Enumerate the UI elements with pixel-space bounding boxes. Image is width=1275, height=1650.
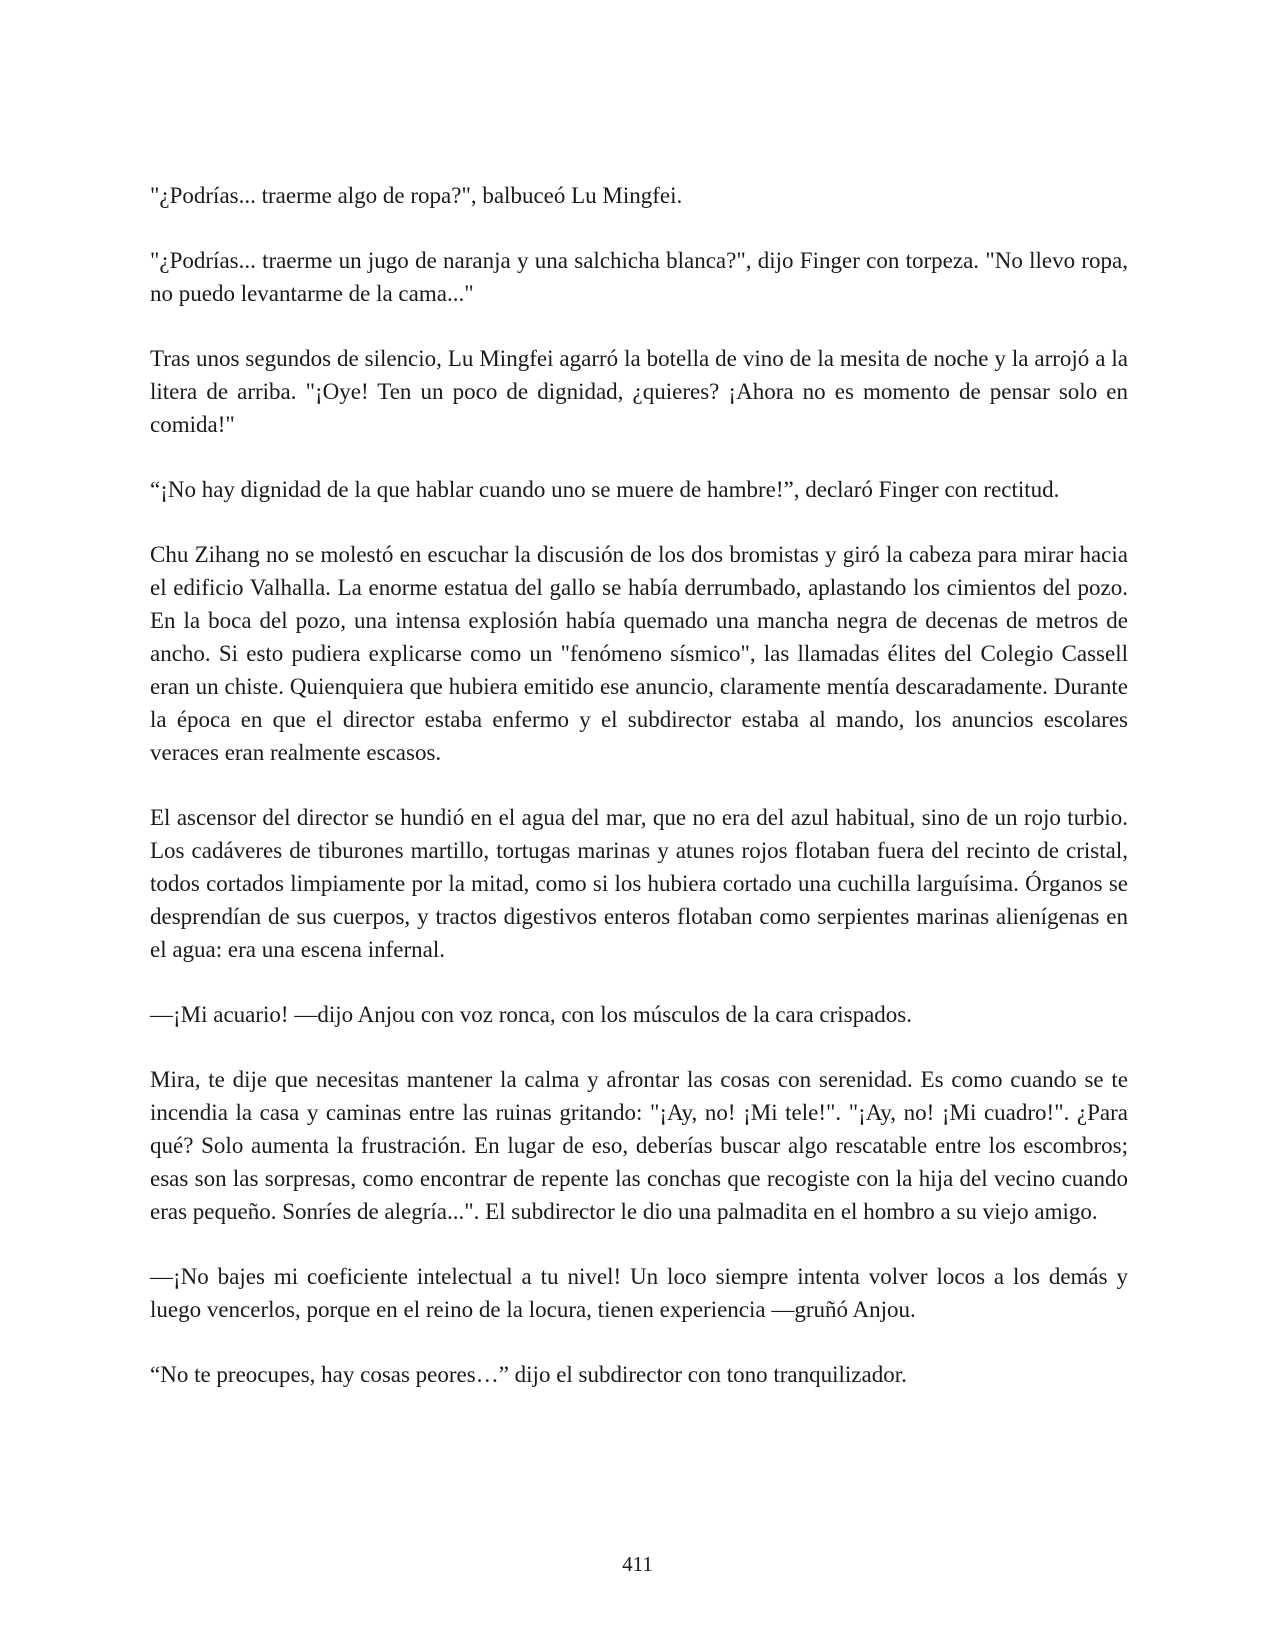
paragraph-1: "¿Podrías... traerme algo de ropa?", balbuceó Lu Mingfei. [150, 183, 683, 208]
paragraph-8: Mira, te dije que necesitas mantener la calma y afrontar las cosas con serenidad. Es como cuando se te incendia la casa y caminas entre las ruinas gritando: "¡Ay, no! ¡Mi tele!". "¡Ay, no! ¡Mi cuadro!". ¿Para qué? Solo aumenta la frustración. En lugar de eso, deberías buscar algo rescatable entre los escombros; esas son las sorpresas, como encontrar de repente las conchas que recogiste con la hija del vecino cuando eras pequeño. Sonríes de alegría...". El subdirector le dio una palmadita en el hombro a su viejo amigo. [150, 1067, 1128, 1224]
paragraph-4: “¡No hay dignidad de la que hablar cuando uno se muere de hambre!”, declaró Finger con rectitud. [150, 477, 1060, 502]
paragraph-3: Tras unos segundos de silencio, Lu Mingfei agarró la botella de vino de la mesita de noche y la arrojó a la litera de arriba. "¡Oye! Ten un poco de dignidad, ¿quieres? ¡Ahora no es momento de pensar solo en comida!" [150, 346, 1128, 437]
paragraph-10: “No te preocupes, hay cosas peores…” dijo el subdirector con tono tranquilizador. [150, 1362, 907, 1387]
paragraph-9: —¡No bajes mi coeficiente intelectual a tu nivel! Un loco siempre intenta volver locos a los demás y luego vencerlos, porque en el reino de la locura, tienen experiencia —gruñó Anjou. [150, 1264, 1128, 1322]
paragraph-5: Chu Zihang no se molestó en escuchar la discusión de los dos bromistas y giró la cabeza para mirar hacia el edificio Valhalla. La enorme estatua del gallo se había derrumbado, aplastando los cimientos del pozo. En la boca del pozo, una intensa explosión había quemado una mancha negra de decenas de metros de ancho. Si esto pudiera explicarse como un "fenómeno sísmico", las llamadas élites del Colegio Cassell eran un chiste. Quienquiera que hubiera emitido ese anuncio, claramente mentía descaradamente. Durante la época en que el director estaba enfermo y el subdirector estaba al mando, los anuncios escolares veraces eran realmente escasos. [150, 542, 1128, 765]
page-number: 411 [622, 1552, 653, 1576]
paragraph-2: "¿Podrías... traerme un jugo de naranja y una salchicha blanca?", dijo Finger con torpeza. "No llevo ropa, no puedo levantarme de la cama..." [150, 248, 1128, 306]
paragraph-7: —¡Mi acuario! —dijo Anjou con voz ronca, con los músculos de la cara crispados. [150, 1002, 912, 1027]
page-body [150, 179, 1128, 1423]
paragraph-6: El ascensor del director se hundió en el agua del mar, que no era del azul habitual, sino de un rojo turbio. Los cadáveres de tiburones martillo, tortugas marinas y atunes rojos flotaban fuera del recinto de cristal, todos cortados limpiamente por la mitad, como si los hubiera cortado una cuchilla larguísima. Órganos se desprendían de sus cuerpos, y tractos digestivos enteros flotaban como serpientes marinas alienígenas en el agua: era una escena infernal. [150, 805, 1128, 962]
